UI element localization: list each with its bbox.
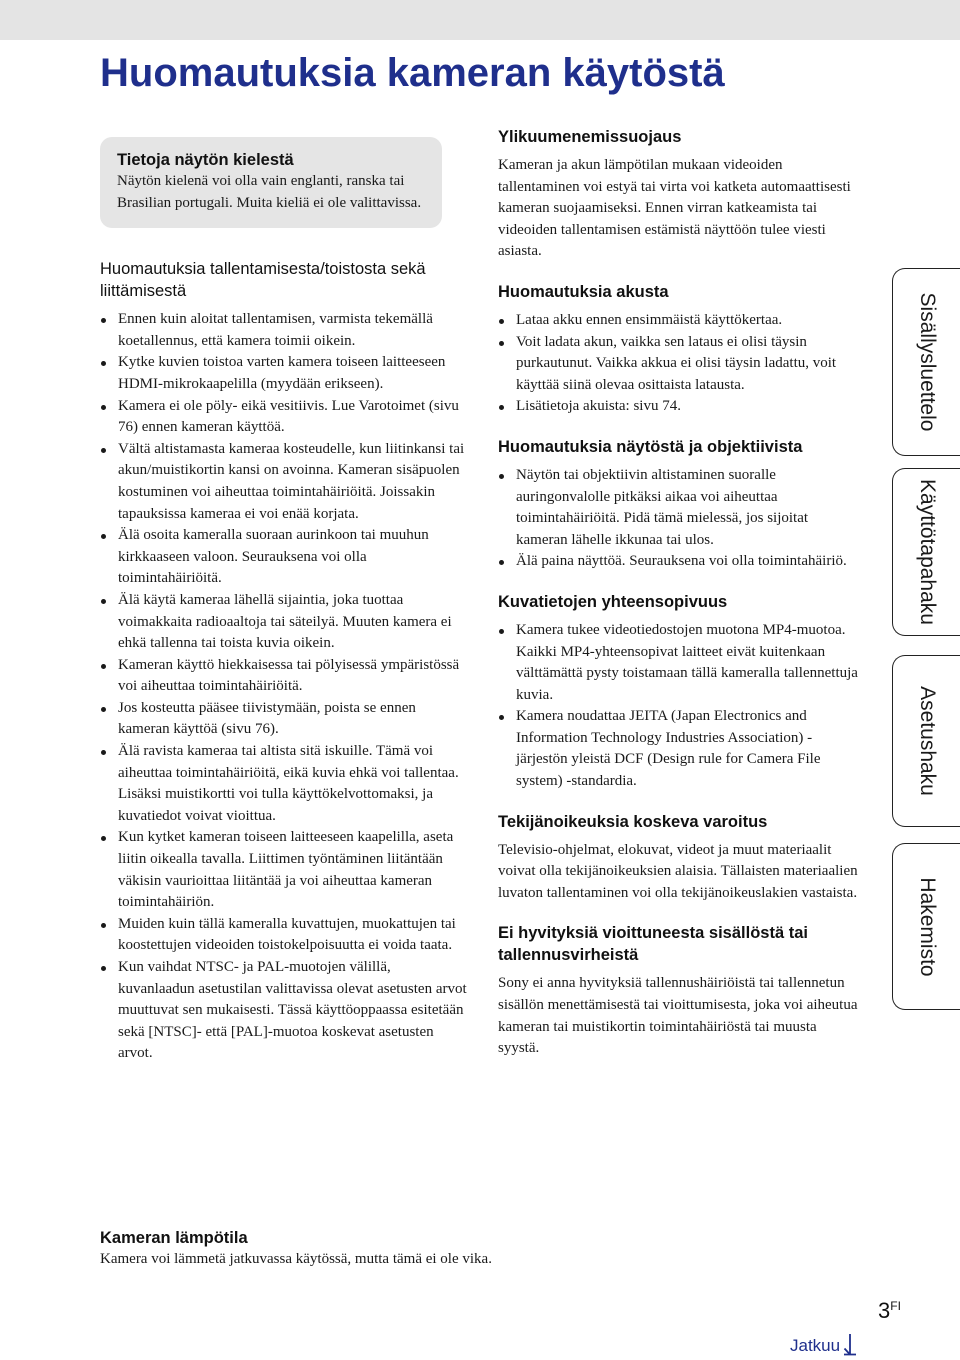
tab-index[interactable] bbox=[892, 843, 960, 1010]
list-item: Kytke kuvien toistoa varten kamera toiseen laitteeseen HDMI-mikrokaapelilla (myydään erikseen). bbox=[100, 352, 468, 395]
temperature-section bbox=[100, 1227, 500, 1271]
arrow-down-icon bbox=[843, 1333, 857, 1357]
overheat-section-text: Kameran ja akun lämpötilan mukaan videoiden tallentaminen voi estyä tai virta voi katketa automaattisesti kameran suojaamiseksi. Ennen virran katkeamista tai videoiden tallentamisen estämistä näyttöön tulee viesti asiasta. bbox=[498, 157, 851, 260]
tab-contents-label: Sisällysluettelo bbox=[915, 292, 939, 432]
battery-section bbox=[498, 281, 860, 418]
recording-list bbox=[100, 309, 468, 1065]
list-item: Vältä altistamasta kameraa kosteudelle, kun liitinkansi tai akun/muistikortin kansi on avoinna. Kameran sisäpuolen kostuminen voi aiheuttaa toimintahäiriöitä. Joissakin tapauksissa kameraa ei voi enää korjata. bbox=[100, 439, 468, 525]
screen-section-title: Huomautuksia näytöstä ja objektiivista bbox=[498, 437, 803, 456]
page-number bbox=[878, 1298, 901, 1324]
recording-section-title: Huomautuksia tallentamisesta/toistosta sekä liittämisestä bbox=[100, 260, 426, 301]
list-item: Lataa akku ennen ensimmäistä käyttökertaa. bbox=[498, 310, 860, 332]
list-item: Kun vaihdat NTSC- ja PAL-muotojen välillä, kuvanlaadun asetustilan valittavissa olevat asetusten arvot muuttuvat sen mukaisesti. Tässä käyttöoppaassa esitetään sekä [NTSC]- että [PAL]-muotoa koskevat asetusten arvot. bbox=[100, 957, 468, 1065]
no-compensation-section bbox=[498, 922, 860, 1059]
list-item: Kameran käyttö hiekkaisessa tai pölyisessä ympäristössä voi aiheuttaa toimintahäiriöitä. bbox=[100, 655, 468, 698]
copyright-section bbox=[498, 811, 860, 905]
tab-contents[interactable] bbox=[892, 268, 960, 456]
tab-operation-search[interactable] bbox=[892, 468, 960, 636]
list-item: Kun kytket kameran toiseen laitteeseen kaapelilla, aseta liitin oikealla tavalla. Liittimen työntäminen liitäntään väkisin vaurioittaa liitäntää ja voi aiheuttaa kameran toimintahäiriön. bbox=[100, 827, 468, 913]
page-language: FI bbox=[890, 1299, 901, 1313]
list-item: Älä paina näyttöä. Seurauksena voi olla toimintahäiriö. bbox=[498, 551, 860, 573]
list-item: Jos kosteutta pääsee tiivistymään, poista se ennen kameran käyttöä (sivu 76). bbox=[100, 698, 468, 741]
list-item: Kamera tukee videotiedostojen muotona MP4-muotoa. Kaikki MP4-yhteensopivat laitteet eivät kuitenkaan välttämättä pysty toistamaan tällä kameralla tallennettuja kuvia. bbox=[498, 620, 860, 706]
battery-list bbox=[498, 310, 860, 418]
copyright-section-title: Tekijänoikeuksia koskeva varoitus bbox=[498, 812, 768, 831]
language-note-text: Näytön kielenä voi olla vain englanti, ranska tai Brasilian portugali. Muita kieliä ei ole valittavissa. bbox=[117, 173, 422, 211]
tab-settings-search-label: Asetushaku bbox=[915, 686, 939, 796]
continue-link[interactable] bbox=[790, 1333, 857, 1357]
recording-section bbox=[100, 258, 468, 1065]
battery-section-title: Huomautuksia akusta bbox=[498, 282, 669, 301]
list-item: Näytön tai objektiivin altistaminen suoralle auringonvalolle pitkäksi aikaa voi aiheuttaa toimintahäiriöitä. Pidä tämä mielessä, jos sijoitat kameran lähelle ikkunaa tai ulos. bbox=[498, 465, 860, 551]
tab-settings-search[interactable] bbox=[892, 655, 960, 827]
no-compensation-section-text: Sony ei anna hyvityksiä tallennushäiriöistä tai tallennetun sisällön menettämisestä tai vioittumisesta, joka voi aiheutua kameran tai muistikortin toimintahäiriöstä tai muusta syystä. bbox=[498, 975, 858, 1057]
language-note-title: Tietoja näytön kielestä bbox=[117, 151, 294, 169]
copyright-section-text: Televisio-ohjelmat, elokuvat, videot ja muut materiaalit voivat olla tekijänoikeuksien alaisia. Tällaisten materiaalien luvaton tallentaminen voi olla tekijänoikeuslakien vastaista. bbox=[498, 841, 858, 901]
top-bar bbox=[0, 0, 960, 40]
compatibility-list bbox=[498, 620, 860, 793]
list-item: Lisätietoja akuista: sivu 74. bbox=[498, 396, 860, 418]
list-item: Älä osoita kameralla suoraan aurinkoon tai muuhun kirkkaaseen valoon. Seurauksena voi olla toimintahäiriöitä. bbox=[100, 525, 468, 590]
temperature-section-text: Kamera voi lämmetä jatkuvassa käytössä, mutta tämä ei ole vika. bbox=[100, 1251, 492, 1267]
right-column bbox=[498, 126, 860, 1060]
screen-section bbox=[498, 436, 860, 573]
list-item: Kamera ei ole pöly- eikä vesitiivis. Lue Varotoimet (sivu 76) ennen kameran käyttöä. bbox=[100, 396, 468, 439]
list-item: Älä ravista kameraa tai altista sitä iskuille. Tämä voi aiheuttaa toimintahäiriöitä, eikä kuvia ehkä voi tallentaa. Lisäksi muistikortti voi tulla käyttökelvottomaksi, ja kuvatiedot voivat vioittua. bbox=[100, 741, 468, 827]
tab-operation-search-label: Käyttötapahaku bbox=[915, 479, 939, 625]
page-number-value: 3 bbox=[878, 1298, 891, 1323]
left-column bbox=[100, 137, 468, 1065]
compatibility-section bbox=[498, 591, 860, 793]
compatibility-section-title: Kuvatietojen yhteensopivuus bbox=[498, 592, 728, 611]
list-item: Voit ladata akun, vaikka sen lataus ei olisi täysin purkautunut. Vaikka akkua ei olisi täysin ladattu, voit käyttää siinä olevaa osittaista latausta. bbox=[498, 332, 860, 397]
continue-label: Jatkuu bbox=[790, 1336, 841, 1355]
list-item: Älä käytä kameraa lähellä sijaintia, joka tuottaa voimakkaita radioaaltoja tai säteilyä. Muuten kamera ei ehkä tallenna tai toista kuvia oikein. bbox=[100, 590, 468, 655]
no-compensation-section-title: Ei hyvityksiä vioittuneesta sisällöstä tai tallennusvirheistä bbox=[498, 924, 808, 965]
language-note-box bbox=[100, 137, 442, 228]
list-item: Kamera noudattaa JEITA (Japan Electronics and Information Technology Industries Association) -järjestön yleistä DCF (Design rule for Camera File system) -standardia. bbox=[498, 706, 860, 792]
screen-list bbox=[498, 465, 860, 573]
list-item: Muiden kuin tällä kameralla kuvattujen, muokattujen tai koostettujen videoiden toistokelpoisuutta ei voida taata. bbox=[100, 914, 468, 957]
page-title: Huomautuksia kameran käytöstä bbox=[100, 51, 725, 95]
overheat-section-title: Ylikuumenemissuojaus bbox=[498, 128, 682, 146]
overheat-section bbox=[498, 126, 860, 263]
temperature-section-title: Kameran lämpötila bbox=[100, 1229, 248, 1247]
tab-index-label: Hakemisto bbox=[915, 876, 939, 977]
list-item: Ennen kuin aloitat tallentamisen, varmista tekemällä koetallennus, että kamera toimii oikein. bbox=[100, 309, 468, 352]
